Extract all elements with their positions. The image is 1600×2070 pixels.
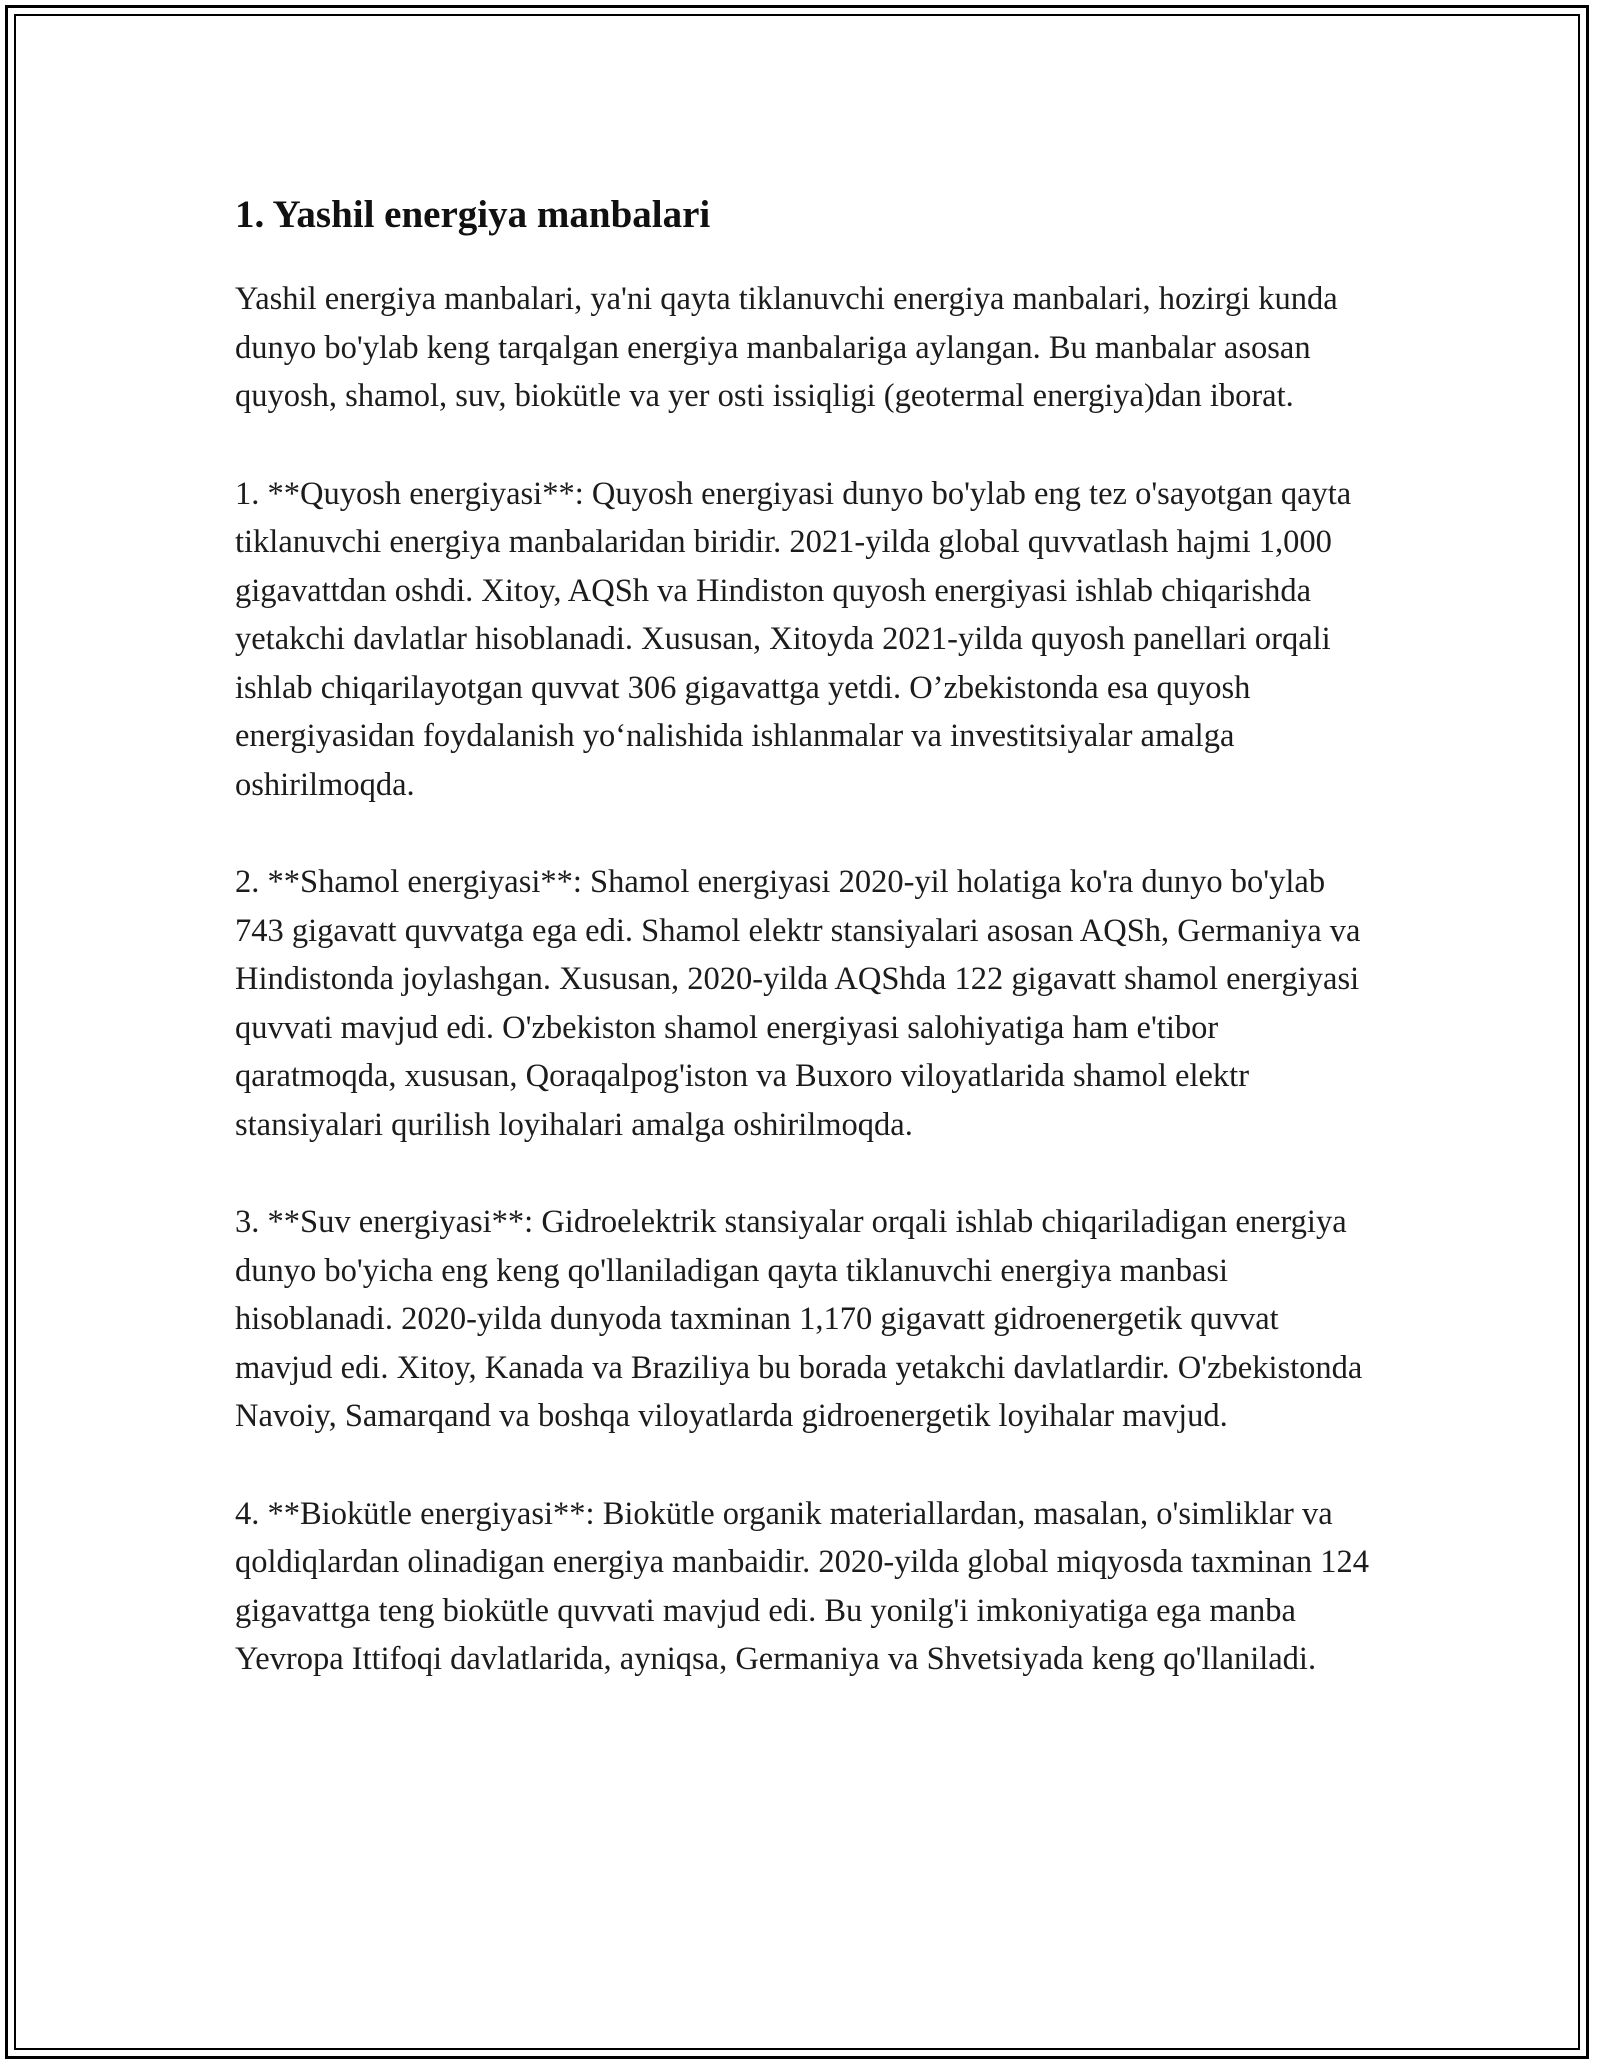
document-body bbox=[235, 185, 1375, 1733]
hydro-energy-paragraph: 3. **Suv energiyasi**: Gidroelektrik stansiyalar orqali ishlab chiqariladigan energiya dunyo bo'yicha eng keng qo'llaniladigan qayta tiklanuvchi energiya manbasi hisoblanadi. 2020-yilda dunyoda taxminan 1,170 gigavatt gidroenergetik quvvat mavjud edi. Xitoy, Kanada va Braziliya bu borada yetakchi davlatlardir. O'zbekistonda Navoiy, Samarqand va boshqa viloyatlarda gidroenergetik loyihalar mavjud. bbox=[235, 1204, 1363, 1434]
biomass-energy-paragraph: 4. **Biokütle energiyasi**: Biokütle organik materiallardan, masalan, o'simliklar va qoldiqlardan olinadigan energiya manbaidir. 2020-yilda global miqyosda taxminan 124 gigavattga teng biokütle quvvati mavjud edi. Bu yonilg'i imkoniyatiga ega manba Yevropa Ittifoqi davlatlarida, ayniqsa, Germaniya va Shvetsiyada keng qo'llaniladi. bbox=[235, 1495, 1369, 1677]
intro-paragraph: Yashil energiya manbalari, ya'ni qayta tiklanuvchi energiya manbalari, hozirgi kunda dunyo bo'ylab keng tarqalgan energiya manbalariga aylangan. Bu manbalar asosan quyosh, shamol, suv, biokütle va yer osti issiqligi (geotermal energiya)dan iborat. bbox=[235, 281, 1338, 414]
wind-energy-paragraph: 2. **Shamol energiyasi**: Shamol energiyasi 2020-yil holatiga ko'ra dunyo bo'ylab 743 gigavatt quvvatga ega edi. Shamol elektr stansiyalari asosan AQSh, Germaniya va Hindistonda joylashgan. Xususan, 2020-yilda AQShda 122 gigavatt shamol energiyasi quvvati mavjud edi. O'zbekiston shamol energiyasi salohiyatiga ham e'tibor qaratmoqda, xususan, Qoraqalpog'iston va Buxoro viloyatlarida shamol elektr stansiyalari qurilish loyihalari amalga oshirilmoqda. bbox=[235, 864, 1361, 1143]
section-heading: 1. Yashil energiya manbalari bbox=[235, 193, 711, 236]
solar-energy-paragraph: 1. **Quyosh energiyasi**: Quyosh energiyasi dunyo bo'ylab eng tez o'sayotgan qayta tiklanuvchi energiya manbalaridan biridir. 2021-yilda global quvvatlash hajmi 1,000 gigavattdan oshdi. Xitoy, AQSh va Hindiston quyosh energiyasi ishlab chiqarishda yetakchi davlatlar hisoblanadi. Xususan, Xitoyda 2021-yilda quyosh panellari orqali ishlab chiqarilayotgan quvvat 306 gigavattga yetdi. O’zbekistonda esa quyosh energiyasidan foydalanish yo‘nalishida ishlanmalar va investitsiyalar amalga oshirilmoqda. bbox=[235, 475, 1352, 803]
